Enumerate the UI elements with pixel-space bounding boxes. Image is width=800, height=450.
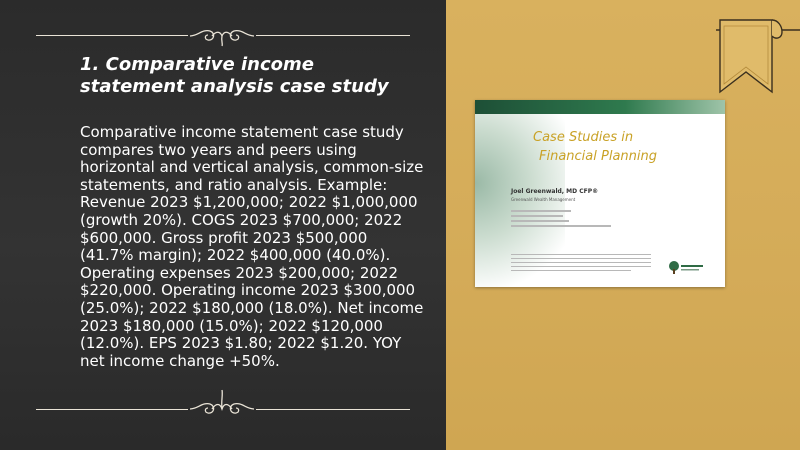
- thumbnail-text-line: [511, 266, 651, 267]
- bookmark-ribbon-icon: [716, 0, 800, 100]
- slide-title: 1. Comparative income statement analysis case study: [80, 54, 389, 97]
- document-thumbnail: [475, 100, 725, 287]
- thumbnail-text-line: [511, 254, 651, 255]
- top-ornament-icon: [188, 25, 256, 47]
- bottom-divider-right: [256, 409, 410, 410]
- top-divider-left: [36, 35, 188, 36]
- thumbnail-text-line: [511, 225, 611, 227]
- thumbnail-text-line: [511, 258, 651, 259]
- thumbnail-text-line: [511, 215, 563, 217]
- top-divider-right: [256, 35, 410, 36]
- bottom-divider-left: [36, 409, 188, 410]
- thumbnail-text-line: [511, 220, 569, 222]
- thumbnail-role: Greenwald Wealth Management: [511, 197, 576, 202]
- thumbnail-author: Joel Greenwald, MD CFP®: [511, 188, 599, 195]
- thumbnail-text-line: [511, 262, 651, 263]
- thumbnail-title-line2: Financial Planning: [539, 149, 658, 164]
- bottom-ornament-icon: [188, 389, 256, 415]
- thumbnail-top-band: [475, 100, 725, 114]
- slide-body: Comparative income statement case study compares two years and peers using horizontal and vertical analysis, common-size statements, and ratio analysis. Example: Revenue 2023 $1,200,000; 2022 $1,000,000 (growth 20%). COGS 2023 $700,000; 2022 $600,000. Gross profit 2023 $500,000 (41.7% margin); 2022 $400,000 (40.0%). Operating expenses 2023 $200,000; 2022 $220,000. Operating income 2023 $300,000 (25.0%); 2022 $180,000 (18.0%). Net income 2023 $180,000 (15.0%); 2022 $120,000 (12.0%). EPS 2023 $1.80; 2022 $1.20. YOY net income change +50%.: [80, 123, 424, 370]
- thumbnail-title-line1: Case Studies in: [533, 130, 634, 145]
- thumbnail-text-line: [511, 210, 571, 212]
- tree-logo-icon: [665, 260, 705, 276]
- thumbnail-text-line: [511, 270, 631, 271]
